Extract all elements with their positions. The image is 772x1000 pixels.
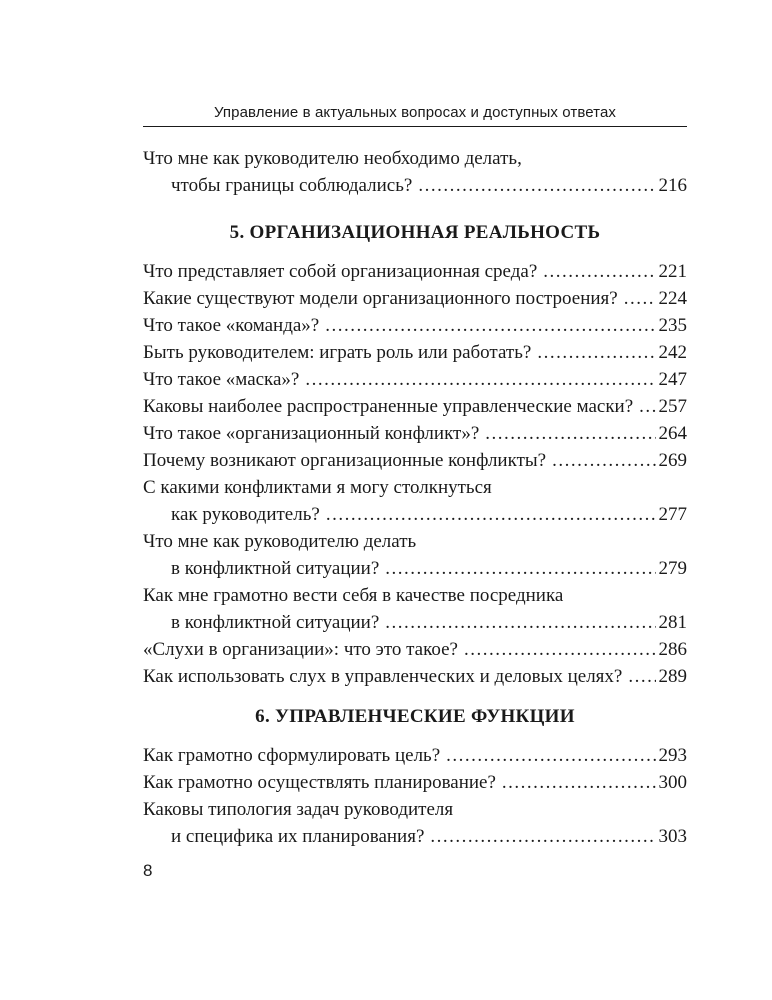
toc-entry-title: «Слухи в организации»: что это такое? [143,639,458,660]
toc-entry [143,258,687,285]
toc-entry-title: в конфликтной ситуации? [171,612,380,633]
toc-line [143,447,687,474]
dot-leader [446,742,655,769]
toc-page-number: 257 [658,396,687,417]
toc-page-number: 269 [658,450,687,471]
dot-leader [639,393,655,420]
toc-entry-title: Какие существуют модели организационного построения? [143,288,618,309]
toc-page-number: 293 [658,745,687,766]
toc-entry [143,636,687,663]
toc-entry [143,582,687,636]
toc-section-6 [143,742,687,850]
toc-page-number: 279 [658,558,687,579]
toc-page-number: 221 [658,261,687,282]
toc-entry-title: в конфликтной ситуации? [171,558,380,579]
toc-entry-title: Каковы наиболее распространенные управленческие маски? [143,396,634,417]
toc-line [143,393,687,420]
toc-page-number: 300 [658,772,687,793]
toc-entry-title: Как использовать слух в управленческих и деловых целях? [143,666,623,687]
dot-leader [430,823,655,850]
header-rule [143,126,687,127]
toc-line [143,339,687,366]
toc-page-number: 242 [658,342,687,363]
dot-leader [325,312,655,339]
page-number: 8 [143,861,153,880]
toc-line [143,145,687,172]
toc-entry [143,447,687,474]
toc-carryover [143,145,687,199]
toc-line [143,285,687,312]
dot-leader [502,769,656,796]
toc-entry-title: Что такое «организационный конфликт»? [143,423,480,444]
toc-entry [143,339,687,366]
toc-line [143,501,687,528]
dot-leader [385,555,655,582]
toc-entry-title: как руководитель? [171,504,320,525]
toc-entry-title: Что представляет собой организационная среда? [143,261,538,282]
toc-entry [143,145,687,199]
toc-line [143,636,687,663]
toc-line [143,582,687,609]
toc-page-number: 277 [658,504,687,525]
toc-line [143,663,687,690]
toc-entry-title: Что мне как руководителю делать [143,531,417,552]
dot-leader [385,609,655,636]
toc-line [143,555,687,582]
dot-leader [628,663,655,690]
dot-leader [326,501,656,528]
toc-line [143,609,687,636]
toc-line [143,474,687,501]
toc-entry [143,393,687,420]
dot-leader [537,339,655,366]
toc-entry-title: чтобы границы соблюдались? [171,175,413,196]
toc-entry-title: и специфика их планирования? [171,826,425,847]
toc-entry-title: С какими конфликтами я могу столкнуться [143,477,492,498]
dot-leader [543,258,655,285]
toc-page-number: 281 [658,612,687,633]
toc-page-number: 235 [658,315,687,336]
dot-leader [485,420,655,447]
toc-page-number: 303 [658,826,687,847]
toc-entry-title: Как грамотно осуществлять планирование? [143,772,496,793]
toc-line [143,528,687,555]
toc-entry [143,366,687,393]
toc-page-number: 247 [658,369,687,390]
toc-page-number: 289 [658,666,687,687]
dot-leader [305,366,655,393]
toc-line [143,172,687,199]
toc-line [143,258,687,285]
toc-entry-title: Как грамотно сформулировать цель? [143,745,441,766]
toc-entry [143,312,687,339]
section-6-title: 6. УПРАВЛЕНЧЕСКИЕ ФУНКЦИИ [255,706,575,727]
toc-entry [143,742,687,769]
running-head: Управление в актуальных вопросах и доступных ответах [213,104,617,121]
toc-line [143,742,687,769]
toc-entry-title: Что такое «маска»? [143,369,300,390]
toc-entry [143,285,687,312]
toc-entry [143,420,687,447]
toc-entry [143,663,687,690]
toc-line [143,312,687,339]
toc-section-5 [143,258,687,690]
toc-entry-title: Как мне грамотно вести себя в качестве посредника [143,585,564,606]
toc-entry [143,796,687,850]
toc-line [143,769,687,796]
toc-line [143,823,687,850]
toc-page-number: 216 [658,175,687,196]
toc-entry-title: Каковы типология задач руководителя [143,799,454,820]
dot-leader [464,636,656,663]
toc-entry-title: Почему возникают организационные конфликты? [143,450,547,471]
toc-entry [143,528,687,582]
toc-page-number: 264 [658,423,687,444]
dot-leader [418,172,655,199]
toc-entry-title: Что мне как руководителю необходимо делать, [143,148,522,169]
toc-entry-title: Быть руководителем: играть роль или работать? [143,342,532,363]
toc-entry-title: Что такое «команда»? [143,315,320,336]
toc-line [143,796,687,823]
dot-leader [624,285,656,312]
toc-entry [143,769,687,796]
toc-line [143,420,687,447]
toc-page-number: 224 [658,288,687,309]
toc-line [143,366,687,393]
section-5-title: 5. ОРГАНИЗАЦИОННАЯ РЕАЛЬНОСТЬ [229,222,601,243]
dot-leader [552,447,655,474]
toc-entry [143,474,687,528]
toc-page-number: 286 [658,639,687,660]
